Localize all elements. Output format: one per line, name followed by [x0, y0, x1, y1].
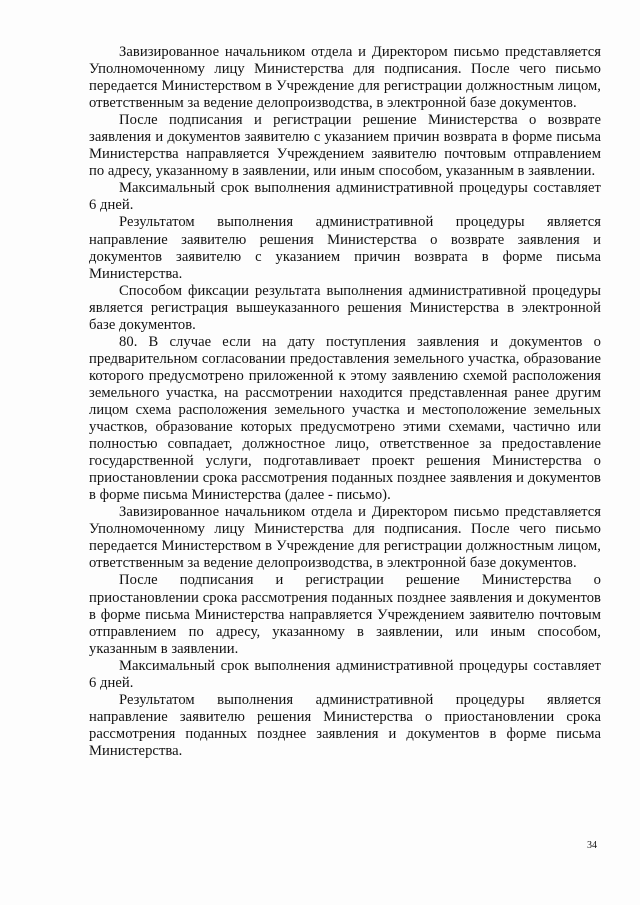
paragraph-5: Способом фиксации результата выполнения административной процедуры является регистрация вышеуказанного решения Министерства в электронной базе документов.: [89, 282, 601, 333]
document-body: [89, 44, 601, 760]
paragraph-10: Результатом выполнения административной процедуры является направление заявителю решения Министерства о приостановлении срока рассмотрения поданных позднее заявления и документов в форме письма Министерства.: [89, 691, 601, 759]
paragraph-2: После подписания и регистрации решение Министерства о возврате заявления и документов заявителю с указанием причин возврата в форме письма Министерства направляется Учреждением заявителю почтовым отправлением по адресу, указанному в заявлении, или иным способом, указанным в заявлении.: [89, 112, 601, 180]
paragraph-3: Максимальный срок выполнения административной процедуры составляет 6 дней.: [89, 180, 601, 214]
paragraph-7: Завизированное начальником отдела и Директором письмо представляется Уполномоченному лицу Министерства для подписания. После чего письмо передается Министерством в Учреждение для регистрации должностным лицом, ответственным за ведение делопроизводства, в электронной базе документов.: [89, 504, 601, 572]
page-number: 34: [587, 840, 597, 851]
paragraph-8: После подписания и регистрации решение Министерства о приостановлении срока рассмотрения поданных позднее заявления и документов в форме письма Министерства направляется Учреждением заявителю почтовым отправлением по адресу, указанному в заявлении, или иным способом, указанным в заявлении.: [89, 572, 601, 657]
paragraph-1: Завизированное начальником отдела и Директором письмо представляется Уполномоченному лицу Министерства для подписания. После чего письмо передается Министерством в Учреждение для регистрации должностным лицом, ответственным за ведение делопроизводства, в электронной базе документов.: [89, 44, 601, 112]
paragraph-4: Результатом выполнения административной процедуры является направление заявителю решения Министерства о возврате заявления и документов заявителю с указанием причин возврата в форме письма Министерства.: [89, 214, 601, 282]
paragraph-9: Максимальный срок выполнения административной процедуры составляет 6 дней.: [89, 657, 601, 691]
paragraph-6: 80. В случае если на дату поступления заявления и документов о предварительном согласовании предоставления земельного участка, образование которого предусмотрено приложенной к этому заявлению схемой расположения земельного участка, на рассмотрении находится представленная ранее другим лицом схема расположения земельного участка и местоположение земельных участков, образование которых предусмотрено этими схемами, частично или полностью совпадает, должностное лицо, ответственное за предоставление государственной услуги, подготавливает проект решения Министерства о приостановлении срока рассмотрения поданных позднее заявления и документов в форме письма Министерства (далее - письмо).: [89, 333, 601, 504]
